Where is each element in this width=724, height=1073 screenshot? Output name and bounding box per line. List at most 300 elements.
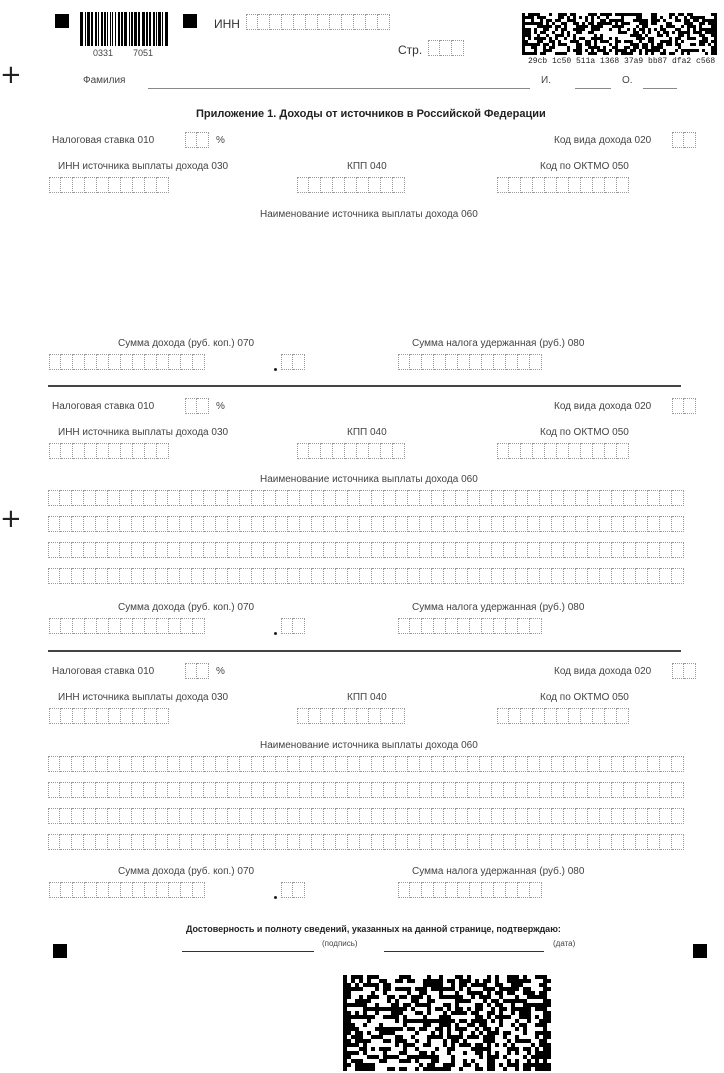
- entry-cell[interactable]: [252, 782, 264, 798]
- entry-cell[interactable]: [264, 834, 276, 850]
- entry-cell[interactable]: [372, 756, 384, 772]
- code-module: [343, 1067, 347, 1071]
- entry-cell[interactable]: [396, 782, 408, 798]
- entry-cell[interactable]: [384, 782, 396, 798]
- entry-cell[interactable]: [309, 708, 321, 724]
- entry-cell[interactable]: [216, 808, 228, 824]
- entry-cell[interactable]: [84, 834, 96, 850]
- entry-cell[interactable]: [321, 708, 333, 724]
- entry-cell[interactable]: [49, 708, 61, 724]
- entry-cell[interactable]: [624, 756, 636, 772]
- entry-cell[interactable]: [348, 756, 360, 772]
- entry-cell[interactable]: [468, 782, 480, 798]
- entry-cell[interactable]: [384, 808, 396, 824]
- entry-cell[interactable]: [180, 808, 192, 824]
- entry-cell[interactable]: [197, 663, 209, 679]
- entry-cell[interactable]: [133, 882, 145, 898]
- entry-cell[interactable]: [408, 782, 420, 798]
- entry-cell[interactable]: [612, 756, 624, 772]
- code-module: [411, 979, 415, 983]
- entry-cell[interactable]: [204, 808, 216, 824]
- entry-cell[interactable]: [672, 663, 684, 679]
- entry-cell[interactable]: [588, 834, 600, 850]
- entry-cell[interactable]: [540, 756, 552, 772]
- entry-cell[interactable]: [96, 756, 108, 772]
- entry-cell[interactable]: [288, 782, 300, 798]
- entry-cell[interactable]: [204, 782, 216, 798]
- income-code-cells[interactable]: [672, 663, 696, 679]
- entry-cell[interactable]: [96, 782, 108, 798]
- entry-cell[interactable]: [48, 808, 60, 824]
- entry-cell[interactable]: [72, 756, 84, 772]
- code-module: [435, 1059, 439, 1063]
- entry-cell[interactable]: [576, 782, 588, 798]
- entry-cell[interactable]: [482, 882, 494, 898]
- entry-cell[interactable]: [240, 808, 252, 824]
- entry-cell[interactable]: [204, 834, 216, 850]
- entry-cell[interactable]: [569, 708, 581, 724]
- entry-cell[interactable]: [156, 834, 168, 850]
- entry-cell[interactable]: [422, 882, 434, 898]
- entry-cell[interactable]: [408, 834, 420, 850]
- entry-cell[interactable]: [528, 834, 540, 850]
- entry-cell[interactable]: [564, 756, 576, 772]
- entry-cell[interactable]: [540, 808, 552, 824]
- entry-cell[interactable]: [648, 834, 660, 850]
- entry-cell[interactable]: [660, 782, 672, 798]
- entry-cell[interactable]: [624, 782, 636, 798]
- entry-cell[interactable]: [96, 834, 108, 850]
- entry-cell[interactable]: [120, 782, 132, 798]
- entry-cell[interactable]: [72, 782, 84, 798]
- entry-cell[interactable]: [132, 782, 144, 798]
- entry-cell[interactable]: [504, 782, 516, 798]
- entry-cell[interactable]: [480, 782, 492, 798]
- entry-cell[interactable]: [432, 834, 444, 850]
- entry-cell[interactable]: [73, 882, 85, 898]
- entry-cell[interactable]: [228, 808, 240, 824]
- entry-cell[interactable]: [552, 808, 564, 824]
- source-name-row-1[interactable]: [48, 756, 684, 772]
- entry-cell[interactable]: [396, 834, 408, 850]
- entry-cell[interactable]: [360, 834, 372, 850]
- entry-cell[interactable]: [192, 834, 204, 850]
- inn-source-cells[interactable]: [49, 708, 169, 724]
- entry-cell[interactable]: [276, 808, 288, 824]
- entry-cell[interactable]: [85, 708, 97, 724]
- entry-cell[interactable]: [348, 834, 360, 850]
- entry-cell[interactable]: [410, 882, 422, 898]
- entry-cell[interactable]: [216, 756, 228, 772]
- entry-cell[interactable]: [121, 882, 133, 898]
- entry-cell[interactable]: [288, 756, 300, 772]
- entry-cell[interactable]: [49, 882, 61, 898]
- entry-cell[interactable]: [612, 808, 624, 824]
- inn-source-label: ИНН источника выплаты дохода 030: [58, 427, 229, 438]
- entry-cell[interactable]: [540, 782, 552, 798]
- entry-cell[interactable]: [552, 834, 564, 850]
- entry-cell[interactable]: [408, 756, 420, 772]
- entry-cell[interactable]: [72, 808, 84, 824]
- entry-cell[interactable]: [381, 708, 393, 724]
- entry-cell[interactable]: [60, 756, 72, 772]
- entry-cell[interactable]: [336, 782, 348, 798]
- entry-cell[interactable]: [369, 708, 381, 724]
- entry-cell[interactable]: [516, 782, 528, 798]
- entry-cell[interactable]: [432, 756, 444, 772]
- percent-sign: %: [216, 666, 225, 677]
- entry-cell[interactable]: [336, 808, 348, 824]
- entry-cell[interactable]: [497, 708, 509, 724]
- entry-cell[interactable]: [60, 808, 72, 824]
- entry-cell[interactable]: [345, 708, 357, 724]
- entry-cell[interactable]: [348, 808, 360, 824]
- entry-cell[interactable]: [252, 756, 264, 772]
- entry-cell[interactable]: [185, 663, 197, 679]
- entry-cell[interactable]: [181, 882, 193, 898]
- entry-cell[interactable]: [528, 782, 540, 798]
- entry-cell[interactable]: [204, 756, 216, 772]
- entry-cell[interactable]: [228, 756, 240, 772]
- entry-cell[interactable]: [504, 756, 516, 772]
- entry-cell[interactable]: [300, 808, 312, 824]
- entry-cell[interactable]: [420, 756, 432, 772]
- entry-cell[interactable]: [408, 808, 420, 824]
- entry-cell[interactable]: [84, 756, 96, 772]
- entry-cell[interactable]: [48, 834, 60, 850]
- code-module: [523, 1031, 527, 1035]
- entry-cell[interactable]: [121, 708, 133, 724]
- entry-cell[interactable]: [530, 882, 542, 898]
- entry-cell[interactable]: [612, 834, 624, 850]
- entry-cell[interactable]: [240, 782, 252, 798]
- entry-cell[interactable]: [145, 882, 157, 898]
- entry-cell[interactable]: [145, 708, 157, 724]
- entry-cell[interactable]: [492, 808, 504, 824]
- entry-cell[interactable]: [48, 782, 60, 798]
- entry-cell[interactable]: [216, 834, 228, 850]
- entry-cell[interactable]: [434, 882, 446, 898]
- entry-cell[interactable]: [420, 834, 432, 850]
- source-name-row-4[interactable]: [48, 834, 684, 850]
- entry-cell[interactable]: [120, 756, 132, 772]
- entry-cell[interactable]: [456, 808, 468, 824]
- entry-cell[interactable]: [372, 834, 384, 850]
- entry-cell[interactable]: [581, 708, 593, 724]
- entry-cell[interactable]: [468, 756, 480, 772]
- entry-cell[interactable]: [357, 708, 369, 724]
- entry-cell[interactable]: [557, 708, 569, 724]
- entry-cell[interactable]: [108, 808, 120, 824]
- entry-cell[interactable]: [360, 756, 372, 772]
- entry-cell[interactable]: [288, 808, 300, 824]
- entry-cell[interactable]: [648, 756, 660, 772]
- entry-cell[interactable]: [144, 782, 156, 798]
- entry-cell[interactable]: [480, 756, 492, 772]
- entry-cell[interactable]: [612, 782, 624, 798]
- entry-cell[interactable]: [576, 756, 588, 772]
- entry-cell[interactable]: [480, 808, 492, 824]
- entry-cell[interactable]: [276, 756, 288, 772]
- entry-cell[interactable]: [468, 808, 480, 824]
- kpp-label: КПП 040: [347, 427, 387, 438]
- entry-cell[interactable]: [458, 882, 470, 898]
- entry-cell[interactable]: [180, 756, 192, 772]
- entry-cell[interactable]: [312, 756, 324, 772]
- entry-cell[interactable]: [192, 756, 204, 772]
- entry-cell[interactable]: [132, 834, 144, 850]
- entry-cell[interactable]: [333, 708, 345, 724]
- entry-cell[interactable]: [360, 808, 372, 824]
- entry-cell[interactable]: [648, 782, 660, 798]
- entry-cell[interactable]: [97, 882, 109, 898]
- entry-cell[interactable]: [169, 882, 181, 898]
- entry-cell[interactable]: [420, 782, 432, 798]
- entry-cell[interactable]: [157, 708, 169, 724]
- entry-cell[interactable]: [144, 756, 156, 772]
- entry-cell[interactable]: [545, 708, 557, 724]
- entry-cell[interactable]: [264, 782, 276, 798]
- entry-cell[interactable]: [393, 708, 405, 724]
- entry-cell[interactable]: [109, 882, 121, 898]
- tax-rate-cells[interactable]: [185, 663, 209, 679]
- entry-cell[interactable]: [348, 782, 360, 798]
- entry-cell[interactable]: [504, 834, 516, 850]
- entry-cell[interactable]: [516, 808, 528, 824]
- entry-cell[interactable]: [528, 808, 540, 824]
- entry-cell[interactable]: [492, 782, 504, 798]
- entry-cell[interactable]: [660, 756, 672, 772]
- entry-cell[interactable]: [144, 808, 156, 824]
- code-module: [427, 1043, 431, 1047]
- entry-cell[interactable]: [84, 808, 96, 824]
- entry-cell[interactable]: [372, 808, 384, 824]
- entry-cell[interactable]: [444, 756, 456, 772]
- entry-cell[interactable]: [228, 782, 240, 798]
- entry-cell[interactable]: [324, 834, 336, 850]
- entry-cell[interactable]: [492, 834, 504, 850]
- entry-cell[interactable]: [264, 756, 276, 772]
- entry-cell[interactable]: [133, 708, 145, 724]
- entry-cell[interactable]: [456, 756, 468, 772]
- entry-cell[interactable]: [192, 782, 204, 798]
- entry-cell[interactable]: [576, 834, 588, 850]
- entry-cell[interactable]: [73, 708, 85, 724]
- entry-cell[interactable]: [624, 834, 636, 850]
- entry-cell[interactable]: [420, 808, 432, 824]
- entry-cell[interactable]: [446, 882, 458, 898]
- entry-cell[interactable]: [636, 834, 648, 850]
- entry-cell[interactable]: [157, 882, 169, 898]
- entry-cell[interactable]: [276, 782, 288, 798]
- entry-cell[interactable]: [660, 834, 672, 850]
- entry-cell[interactable]: [672, 834, 684, 850]
- entry-cell[interactable]: [516, 834, 528, 850]
- entry-cell[interactable]: [276, 834, 288, 850]
- entry-cell[interactable]: [605, 708, 617, 724]
- entry-cell[interactable]: [252, 834, 264, 850]
- entry-cell[interactable]: [193, 882, 205, 898]
- entry-cell[interactable]: [506, 882, 518, 898]
- entry-cell[interactable]: [432, 782, 444, 798]
- entry-cell[interactable]: [444, 808, 456, 824]
- entry-cell[interactable]: [552, 782, 564, 798]
- entry-cell[interactable]: [281, 882, 293, 898]
- entry-cell[interactable]: [588, 756, 600, 772]
- entry-cell[interactable]: [288, 834, 300, 850]
- entry-cell[interactable]: [252, 808, 264, 824]
- entry-cell[interactable]: [372, 782, 384, 798]
- entry-cell[interactable]: [156, 782, 168, 798]
- kpp-cells[interactable]: [297, 708, 405, 724]
- entry-cell[interactable]: [516, 756, 528, 772]
- confirmation-text: Достоверность и полноту сведений, указанных на данной странице, подтверждаю:: [186, 924, 561, 934]
- entry-cell[interactable]: [324, 756, 336, 772]
- source-name-row-2[interactable]: [48, 782, 684, 798]
- entry-cell[interactable]: [504, 808, 516, 824]
- entry-cell[interactable]: [324, 782, 336, 798]
- income-sum-kop-cells[interactable]: [281, 882, 305, 898]
- code-module: [399, 1027, 403, 1031]
- entry-cell[interactable]: [312, 808, 324, 824]
- oktmo-cells[interactable]: [497, 708, 629, 724]
- entry-cell[interactable]: [521, 708, 533, 724]
- entry-cell[interactable]: [96, 808, 108, 824]
- entry-cell[interactable]: [192, 808, 204, 824]
- entry-cell[interactable]: [300, 834, 312, 850]
- entry-cell[interactable]: [144, 834, 156, 850]
- signature-line[interactable]: [182, 951, 314, 952]
- entry-cell[interactable]: [336, 834, 348, 850]
- entry-cell[interactable]: [240, 834, 252, 850]
- entry-cell[interactable]: [156, 756, 168, 772]
- code-module: [431, 999, 435, 1003]
- source-name-row-3[interactable]: [48, 808, 684, 824]
- entry-cell[interactable]: [228, 834, 240, 850]
- entry-cell[interactable]: [636, 808, 648, 824]
- entry-cell[interactable]: [600, 782, 612, 798]
- entry-cell[interactable]: [518, 882, 530, 898]
- date-line[interactable]: [384, 951, 544, 952]
- entry-cell[interactable]: [492, 756, 504, 772]
- entry-cell[interactable]: [684, 663, 696, 679]
- entry-cell[interactable]: [564, 782, 576, 798]
- entry-cell[interactable]: [300, 756, 312, 772]
- entry-cell[interactable]: [636, 756, 648, 772]
- entry-cell[interactable]: [636, 782, 648, 798]
- entry-cell[interactable]: [456, 782, 468, 798]
- entry-cell[interactable]: [672, 756, 684, 772]
- entry-cell[interactable]: [396, 808, 408, 824]
- code-module: [427, 1011, 431, 1015]
- entry-cell[interactable]: [240, 756, 252, 772]
- entry-cell[interactable]: [336, 756, 348, 772]
- entry-cell[interactable]: [444, 782, 456, 798]
- entry-cell[interactable]: [444, 834, 456, 850]
- entry-cell[interactable]: [60, 834, 72, 850]
- tax-withheld-cells[interactable]: [398, 882, 542, 898]
- entry-cell[interactable]: [60, 782, 72, 798]
- entry-cell[interactable]: [480, 834, 492, 850]
- entry-cell[interactable]: [564, 808, 576, 824]
- entry-cell[interactable]: [470, 882, 482, 898]
- code-module: [347, 995, 351, 999]
- entry-cell[interactable]: [216, 782, 228, 798]
- entry-cell[interactable]: [648, 808, 660, 824]
- entry-cell[interactable]: [660, 808, 672, 824]
- entry-cell[interactable]: [180, 782, 192, 798]
- entry-cell[interactable]: [593, 708, 605, 724]
- entry-cell[interactable]: [300, 782, 312, 798]
- entry-cell[interactable]: [120, 834, 132, 850]
- entry-cell[interactable]: [180, 834, 192, 850]
- entry-cell[interactable]: [398, 882, 410, 898]
- entry-cell[interactable]: [120, 808, 132, 824]
- entry-cell[interactable]: [109, 708, 121, 724]
- entry-cell[interactable]: [108, 756, 120, 772]
- entry-cell[interactable]: [672, 808, 684, 824]
- entry-cell[interactable]: [132, 808, 144, 824]
- entry-cell[interactable]: [84, 782, 96, 798]
- entry-cell[interactable]: [156, 808, 168, 824]
- income-sum-rub-cells[interactable]: [49, 882, 205, 898]
- entry-cell[interactable]: [528, 756, 540, 772]
- entry-cell[interactable]: [384, 834, 396, 850]
- entry-cell[interactable]: [293, 882, 305, 898]
- entry-cell[interactable]: [588, 808, 600, 824]
- entry-cell[interactable]: [564, 834, 576, 850]
- entry-cell[interactable]: [97, 708, 109, 724]
- entry-cell[interactable]: [396, 756, 408, 772]
- entry-cell[interactable]: [264, 808, 276, 824]
- entry-cell[interactable]: [600, 834, 612, 850]
- entry-cell[interactable]: [432, 808, 444, 824]
- entry-cell[interactable]: [168, 808, 180, 824]
- entry-cell[interactable]: [588, 782, 600, 798]
- entry-cell[interactable]: [61, 708, 73, 724]
- entry-cell[interactable]: [108, 834, 120, 850]
- entry-cell[interactable]: [672, 782, 684, 798]
- entry-cell[interactable]: [617, 708, 629, 724]
- entry-cell[interactable]: [168, 756, 180, 772]
- entry-cell[interactable]: [600, 756, 612, 772]
- entry-cell[interactable]: [61, 882, 73, 898]
- entry-cell[interactable]: [494, 882, 506, 898]
- entry-cell[interactable]: [132, 756, 144, 772]
- entry-cell[interactable]: [108, 782, 120, 798]
- entry-cell[interactable]: [552, 756, 564, 772]
- entry-cell[interactable]: [85, 882, 97, 898]
- entry-cell[interactable]: [600, 808, 612, 824]
- entry-cell[interactable]: [312, 834, 324, 850]
- entry-cell[interactable]: [533, 708, 545, 724]
- entry-cell[interactable]: [168, 834, 180, 850]
- entry-cell[interactable]: [312, 782, 324, 798]
- entry-cell[interactable]: [509, 708, 521, 724]
- entry-cell[interactable]: [324, 808, 336, 824]
- entry-cell[interactable]: [468, 834, 480, 850]
- entry-cell[interactable]: [297, 708, 309, 724]
- entry-cell[interactable]: [168, 782, 180, 798]
- entry-cell[interactable]: [384, 756, 396, 772]
- entry-cell[interactable]: [48, 756, 60, 772]
- entry-cell[interactable]: [456, 834, 468, 850]
- entry-cell[interactable]: [624, 808, 636, 824]
- entry-cell[interactable]: [360, 782, 372, 798]
- entry-cell[interactable]: [540, 834, 552, 850]
- entry-cell[interactable]: [72, 834, 84, 850]
- entry-cell[interactable]: [576, 808, 588, 824]
